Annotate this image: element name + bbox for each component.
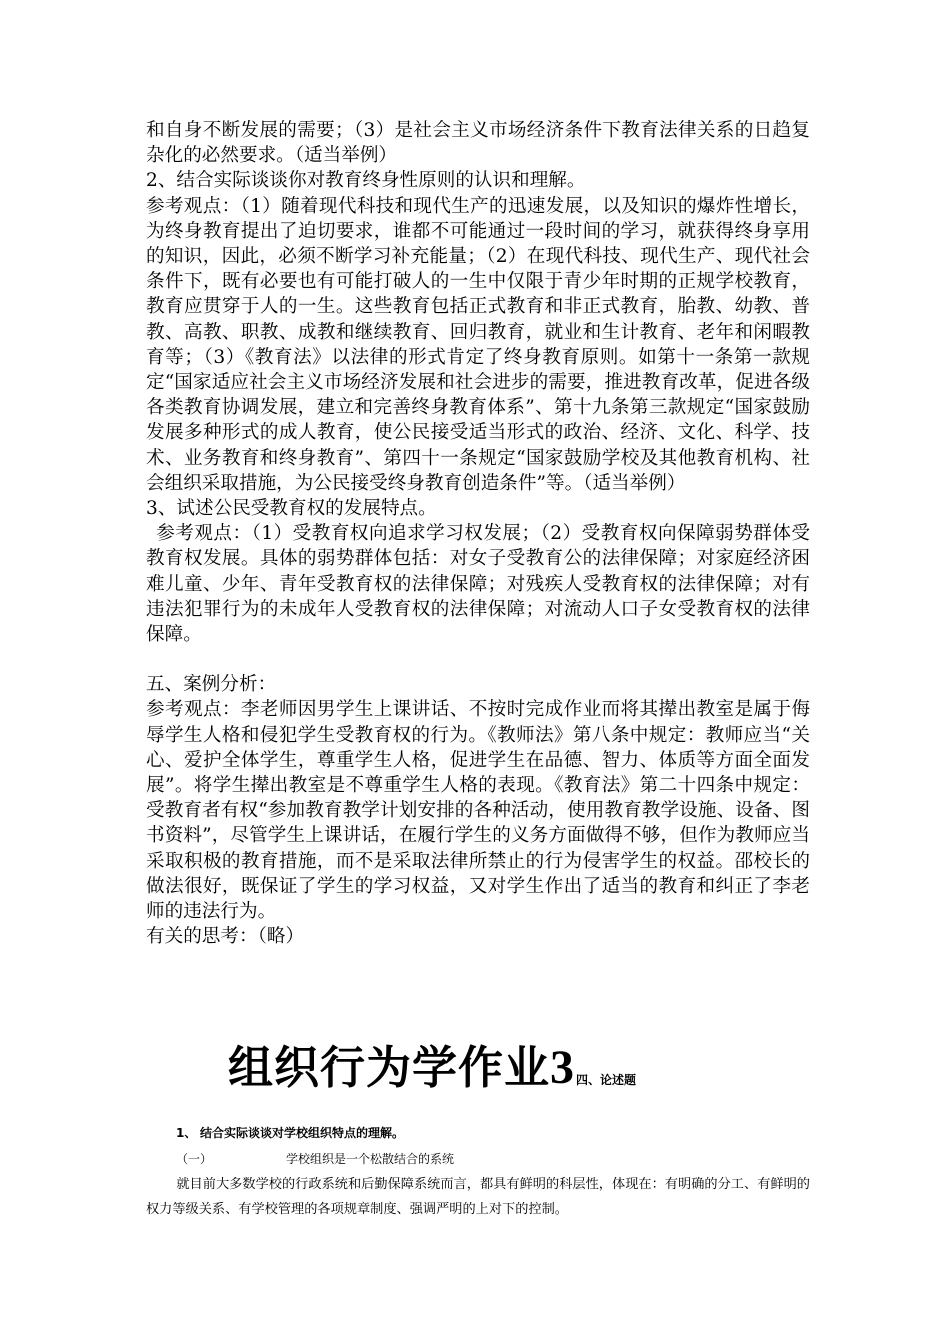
subheading-text: 学校组织是一个松散结合的系统	[286, 1152, 455, 1166]
question-1-text: 结合实际谈谈对学校组织特点的理解。	[200, 1126, 405, 1140]
section-title-number: 3	[550, 1041, 575, 1094]
reflection-line: 有关的思考：（略）	[146, 926, 305, 948]
question-2-heading: 2、结合实际谈谈你对教育终身性原则的认识和理解。	[146, 170, 586, 192]
question-2-answer: 参考观点：（1）随着现代科技和现代生产的迅速发展，以及知识的爆炸性增长，为终身教育提出了迫切要求，谁都不可能通过一段时间的学习，就获得终身享用的知识，因此，必须不断学习补充能量；（2）在现代科技、现代生产、现代社会条件下，既有必要也有可能打破人的一生中仅限于青少年时期的正规学校教育，教育应贯穿于人的一生。这些教育包括正式教育和非正式教育，胎教、幼教、普教、高教、职教、成教和继续教育、回归教育，就业和生计教育、老年和闲暇教育等；（3）《教育法》以法律的形式肯定了终身教育原则。如第十一条第一款规定“国家适应社会主义市场经济发展和社会进步的需要，推进教育改革，促进各级各类教育协调发展，建立和完善终身教育体系”、第十九条第三款规定“国家鼓励发展多种形式的成人教育，使公民接受适当形式的政治、经济、文化、科学、技术、业务教育和终身教育”、第四十一条规定“国家鼓励学校及其他教育机构、社会组织采取措施，为公民接受终身教育创造条件”等。（适当举例）	[146, 195, 810, 494]
paragraph-continuation: 和自身不断发展的需要；（3）是社会主义市场经济条件下教育法律关系的日趋复杂化的必然要求。（适当举例）	[146, 120, 810, 167]
answer-text-block	[146, 118, 810, 950]
paragraph-gap	[146, 647, 810, 672]
subheading-line	[176, 1150, 454, 1168]
section-title: 组织行为学作业	[228, 1041, 551, 1094]
question-3-answer: 参考观点：（1）受教育权向追求学习权发展；（2）受教育权向保障弱势群体受教育权发展。具体的弱势群体包括：对女子受教育公的法律保障；对家庭经济困难儿童、少年、青年受教育权的法律保障；对残疾人受教育权的法律保障；对有违法犯罪行为的未成年人受教育权的法律保障；对流动人口子女受教育权的法律保障。	[146, 523, 810, 646]
essay-section-heading: 四、论述题	[576, 1073, 637, 1087]
case-analysis-answer: 参考观点：李老师因男学生上课讲话、不按时完成作业而将其撵出教室是属于侮辱学生人格和侵犯学生受教育权的行为。《教师法》第八条中规定：教师应当“关心、爱护全体学生，尊重学生人格，促进学生在品德、智力、体质等方面全面发展”。将学生撵出教室是不尊重学生人格的表现。《教育法》第二十四条中规定：受教育者有权“参加教育教学计划安排的各种活动，使用教育教学设施、设备、图书资料”，尽管学生上课讲话，在履行学生的义务方面做得不够，但作为教师应当采取积极的教育措施，而不是采取法律所禁止的行为侵害学生的权益。邵校长的做法很好，既保证了学生的学习权益，又对学生作出了适当的教育和纠正了李老师的违法行为。	[146, 699, 810, 923]
question-1-line	[176, 1124, 404, 1142]
question-1-number: 1、	[176, 1126, 197, 1140]
section-title-row	[228, 1040, 808, 1096]
subheading-number: （一）	[176, 1152, 213, 1166]
question-3-heading: 3、试述公民受教育权的发展特点。	[146, 498, 437, 520]
case-analysis-heading: 五、案例分析：	[146, 674, 277, 696]
section-body-paragraph: 就目前大多数学校的行政系统和后勤保障系统而言，都具有鲜明的科层性，体现在：有明确的分工、有鲜明的权力等级关系、有学校管理的各项规章制度、强调严明的上对下的控制。	[146, 1177, 810, 1217]
